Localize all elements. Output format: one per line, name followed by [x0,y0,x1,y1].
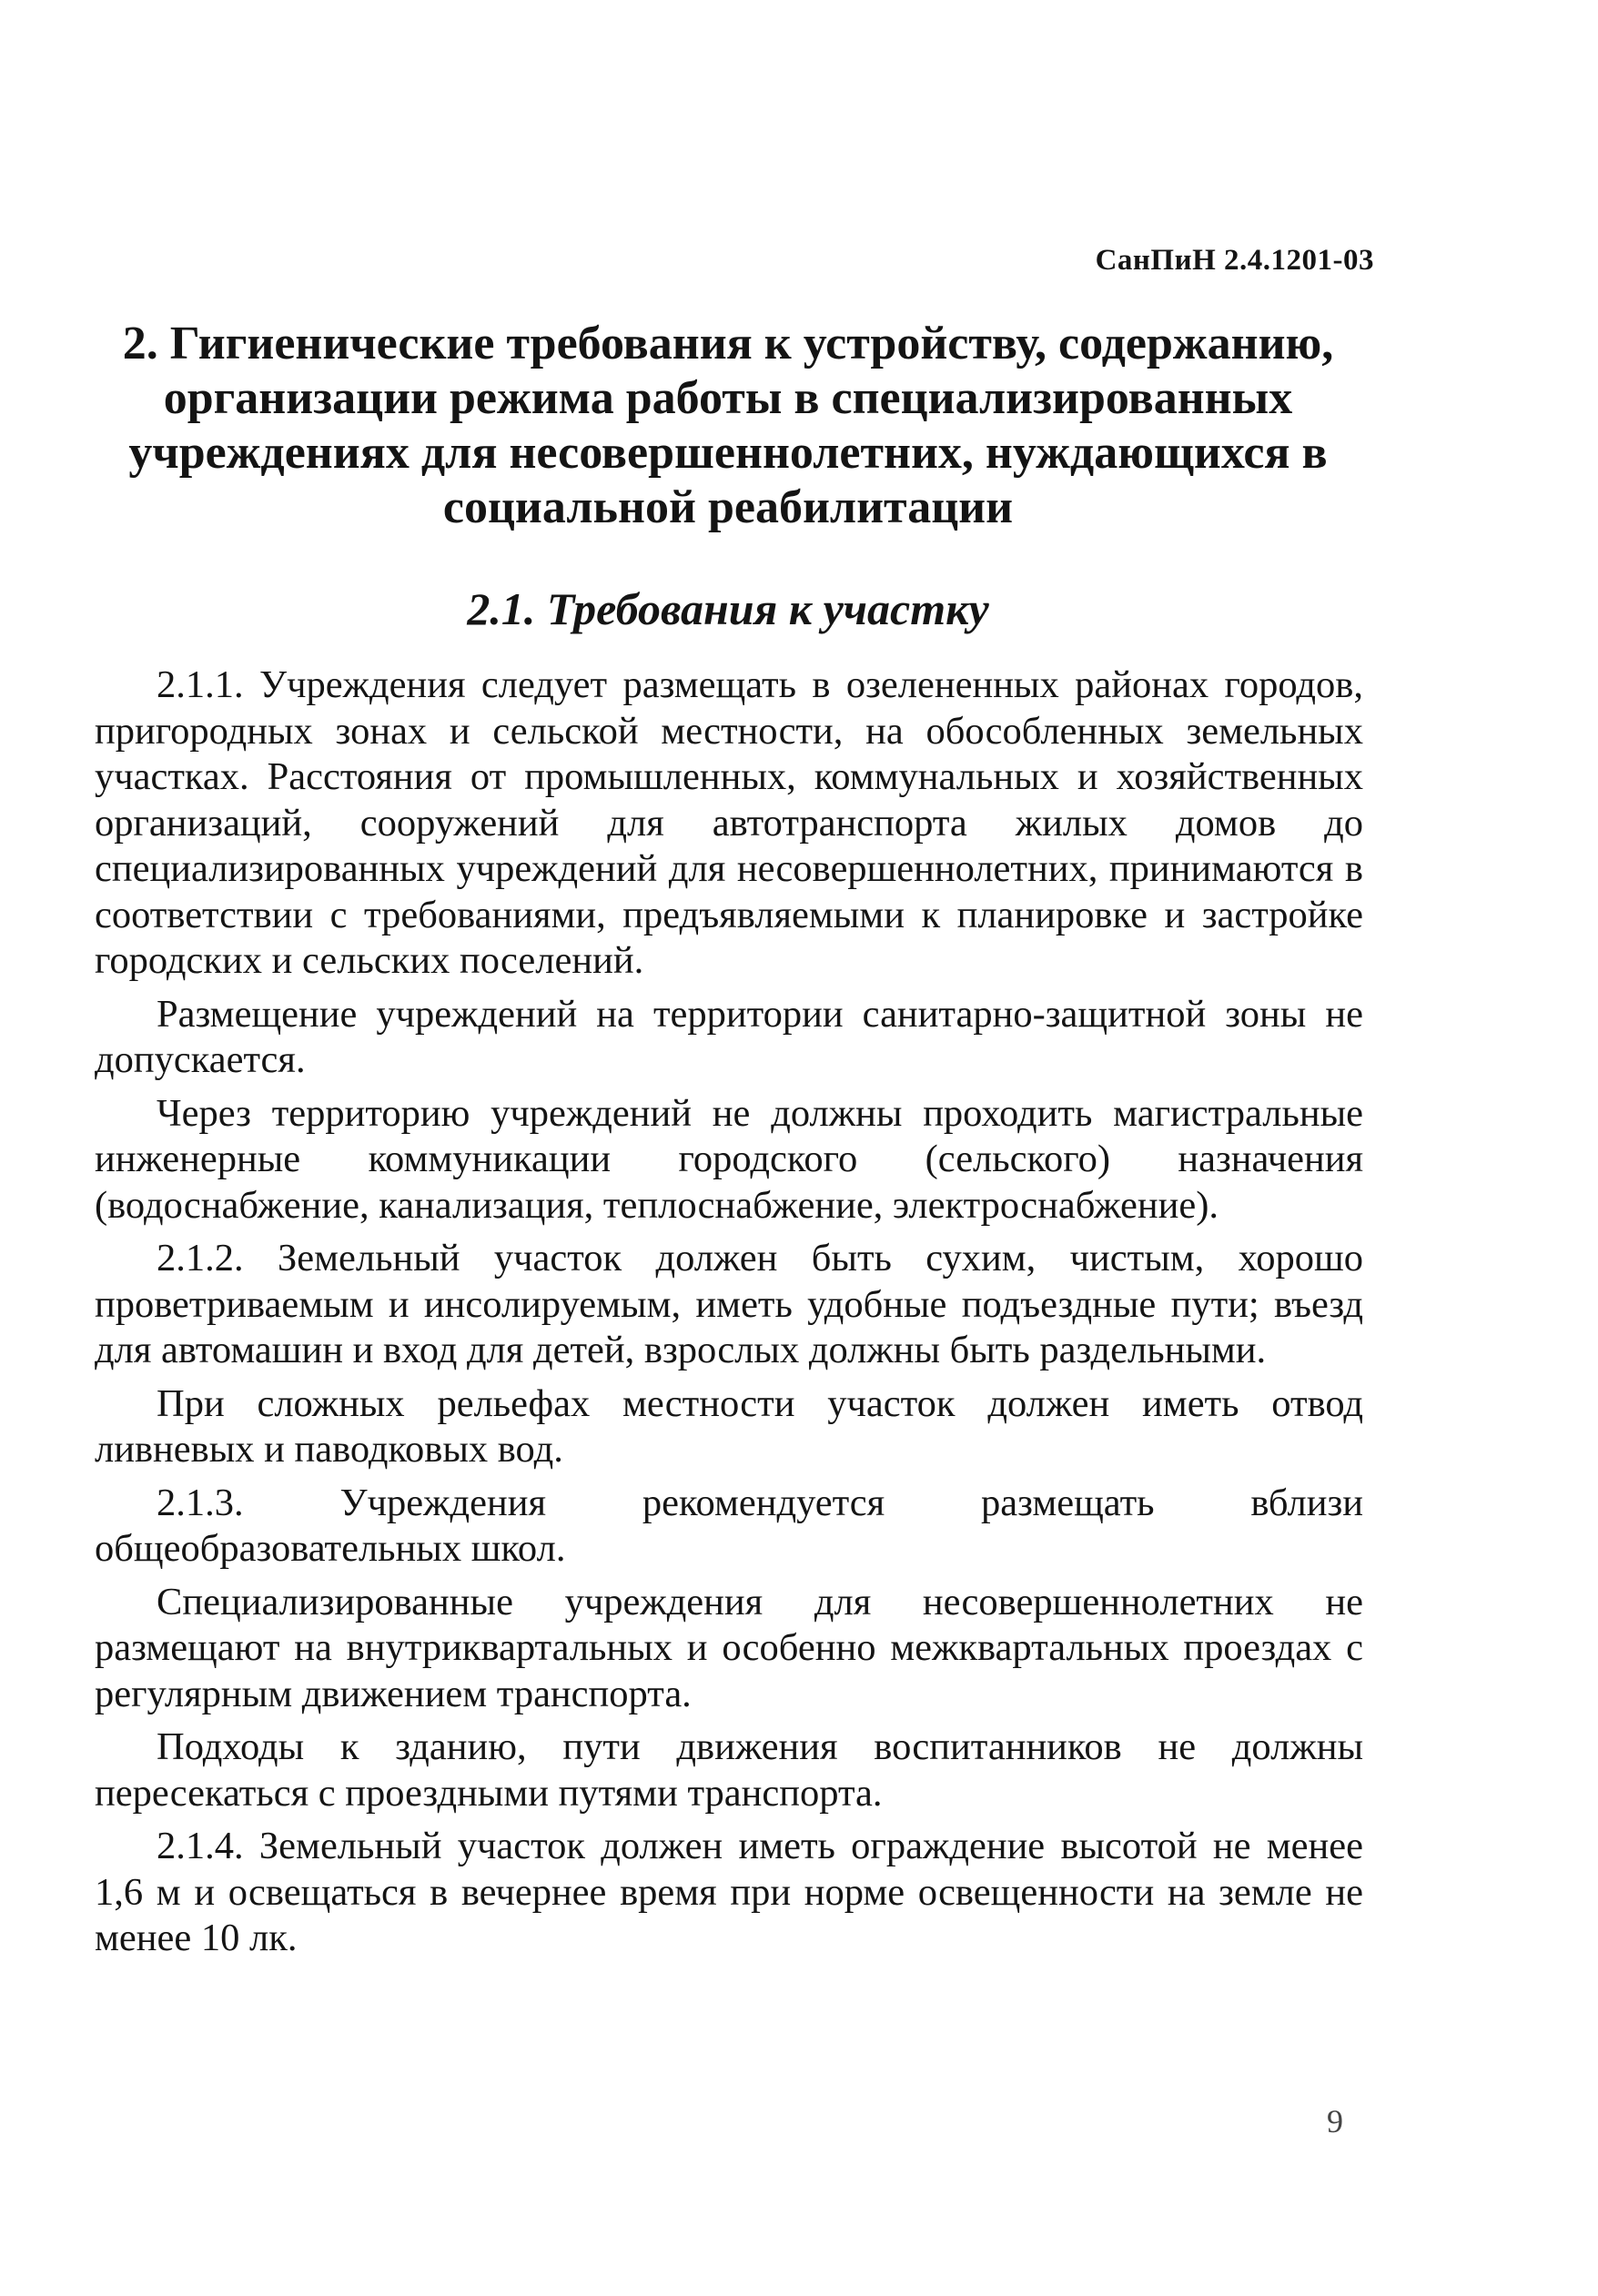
paragraph-2-1-2: 2.1.2. Земельный участок должен быть сухим, чистым, хорошо проветриваемым и инсолируемым, иметь удобные подъездные пути; въезд для автомашин и вход для детей, взрослых должны быть раздельными. [95,1237,1363,1371]
paragraph-utilities: Через территорию учреждений не должны проходить магистральные инженерные коммуникации городского (сельского) назначения (водоснабжение, канализация, теплоснабжение, электроснабжение). [95,1091,1363,1227]
paragraph-2-1-4: 2.1.4. Земельный участок должен иметь ограждение высотой не менее 1,6 м и освещаться в вечернее время при норме освещенности на земле не менее 10 лк. [95,1825,1363,1959]
paragraph-2-1-1: 2.1.1. Учреждения следует размещать в озелененных районах городов, пригородных зонах и сельской местности, на обособленных земельных участках. Расстояния от промышленных, коммунальных и хозяйственных организаций, сооружений для автотранспорта жилых домов до специализированных учреждений для несовершеннолетних, принимаются в соответствии с требованиями, предъявляемыми к планировке и застройке городских и сельских поселений. [95,663,1363,982]
page-number: 9 [1327,2103,1343,2139]
document-code: СанПиН 2.4.1201-03 [1095,244,1374,277]
paragraph-relief: При сложных рельефах местности участок должен иметь отвод ливневых и паводковых вод. [95,1381,1363,1471]
subsection-heading: 2.1. Требования к участку [467,583,989,634]
paragraph-2-1-3: 2.1.3. Учреждения рекомендуется размещать вблизи общеобразовательных школ. [95,1481,1363,1570]
body-text [95,663,1363,1969]
paragraph-sanitary-zone: Размещение учреждений на территории санитарно-защитной зоны не допускается. [95,992,1363,1081]
section-heading: 2. Гигиенические требования к устройству, содержанию, организации режима работы в специализированных учреждениях для несовершеннолетних, нуждающихся в социальной реабилитации [122,318,1334,533]
paragraph-traffic: Специализированные учреждения для несовершеннолетних не размещают на внутриквартальных и особенно межквартальных проездах с регулярным движением транспорта. [95,1580,1363,1715]
paragraph-approaches: Подходы к зданию, пути движения воспитанников не должны пересекаться с проездными путями транспорта. [95,1725,1363,1815]
